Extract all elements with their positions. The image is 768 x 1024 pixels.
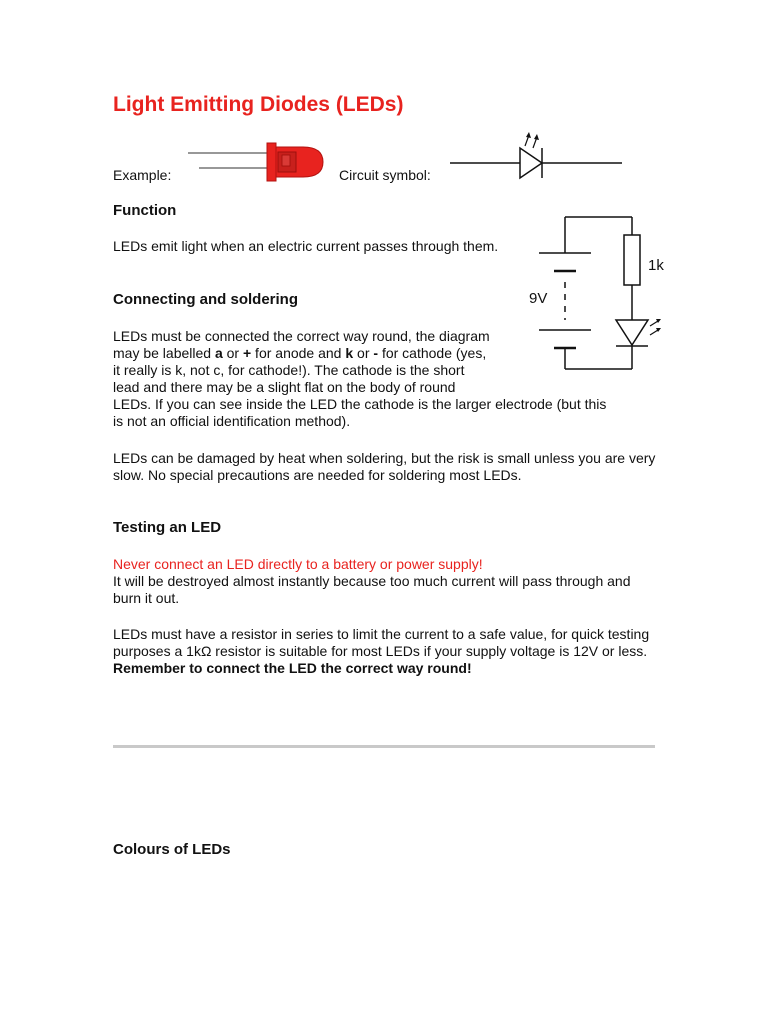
function-heading: Function — [113, 202, 177, 219]
led-circuit-symbol — [450, 128, 625, 184]
connecting-text-fragment: for anode and — [251, 345, 346, 361]
connecting-text-fragment: for cathode (yes, — [378, 345, 487, 361]
connecting-paragraph — [113, 328, 673, 430]
connecting-line-1: LEDs must be connected the correct way round, the diagram — [113, 328, 490, 344]
connecting-line-5: LEDs. If you can see inside the LED the cathode is the larger electrode (but this — [113, 396, 607, 412]
testing-text-1: It will be destroyed almost instantly because too much current will pass through and burn it out. — [113, 573, 631, 606]
testing-text-2 — [113, 626, 658, 677]
plus-symbol: + — [242, 345, 252, 361]
battery-voltage-label: 9V — [529, 290, 548, 307]
function-text: LEDs emit light when an electric current passes through them. — [113, 238, 499, 254]
cathode-letter: k — [345, 345, 354, 361]
connecting-heading: Connecting and soldering — [113, 291, 299, 308]
testing-heading: Testing an LED — [113, 519, 222, 536]
soldering-paragraph: LEDs can be damaged by heat when soldering, but the risk is small unless you are very slow. No special precautions are needed for soldering most LEDs. — [113, 450, 656, 483]
connecting-text-fragment: or — [222, 345, 243, 361]
section-divider — [113, 745, 655, 748]
led-illustration — [185, 140, 330, 186]
connecting-line-4: lead and there may be a slight flat on the body of round — [113, 379, 456, 395]
anode-letter: a — [214, 345, 223, 361]
connecting-line-3: it really is k, not c, for cathode!). The cathode is the short — [113, 362, 465, 378]
connecting-line-6: is not an official identification method). — [113, 413, 351, 429]
resistor-value-label: 1k — [648, 257, 664, 274]
warning-text: Never connect an LED directly to a battery or power supply! — [113, 556, 483, 572]
connecting-line-2 — [113, 345, 673, 362]
testing-text-2-plain: LEDs must have a resistor in series to limit the current to a safe value, for quick testing purposes a 1kΩ resistor is suitable for most LEDs if your supply voltage is 12V or less. — [113, 626, 650, 659]
connecting-text-fragment: may be labelled — [113, 345, 215, 361]
connecting-text-fragment: or — [353, 345, 374, 361]
example-label: Example: — [113, 167, 172, 183]
minus-symbol: - — [373, 345, 379, 361]
testing-text-2-bold: Remember to connect the LED the correct way round! — [113, 660, 472, 676]
page-title: Light Emitting Diodes (LEDs) — [113, 93, 404, 116]
colours-heading: Colours of LEDs — [113, 841, 231, 858]
circuit-symbol-label: Circuit symbol: — [339, 167, 431, 183]
